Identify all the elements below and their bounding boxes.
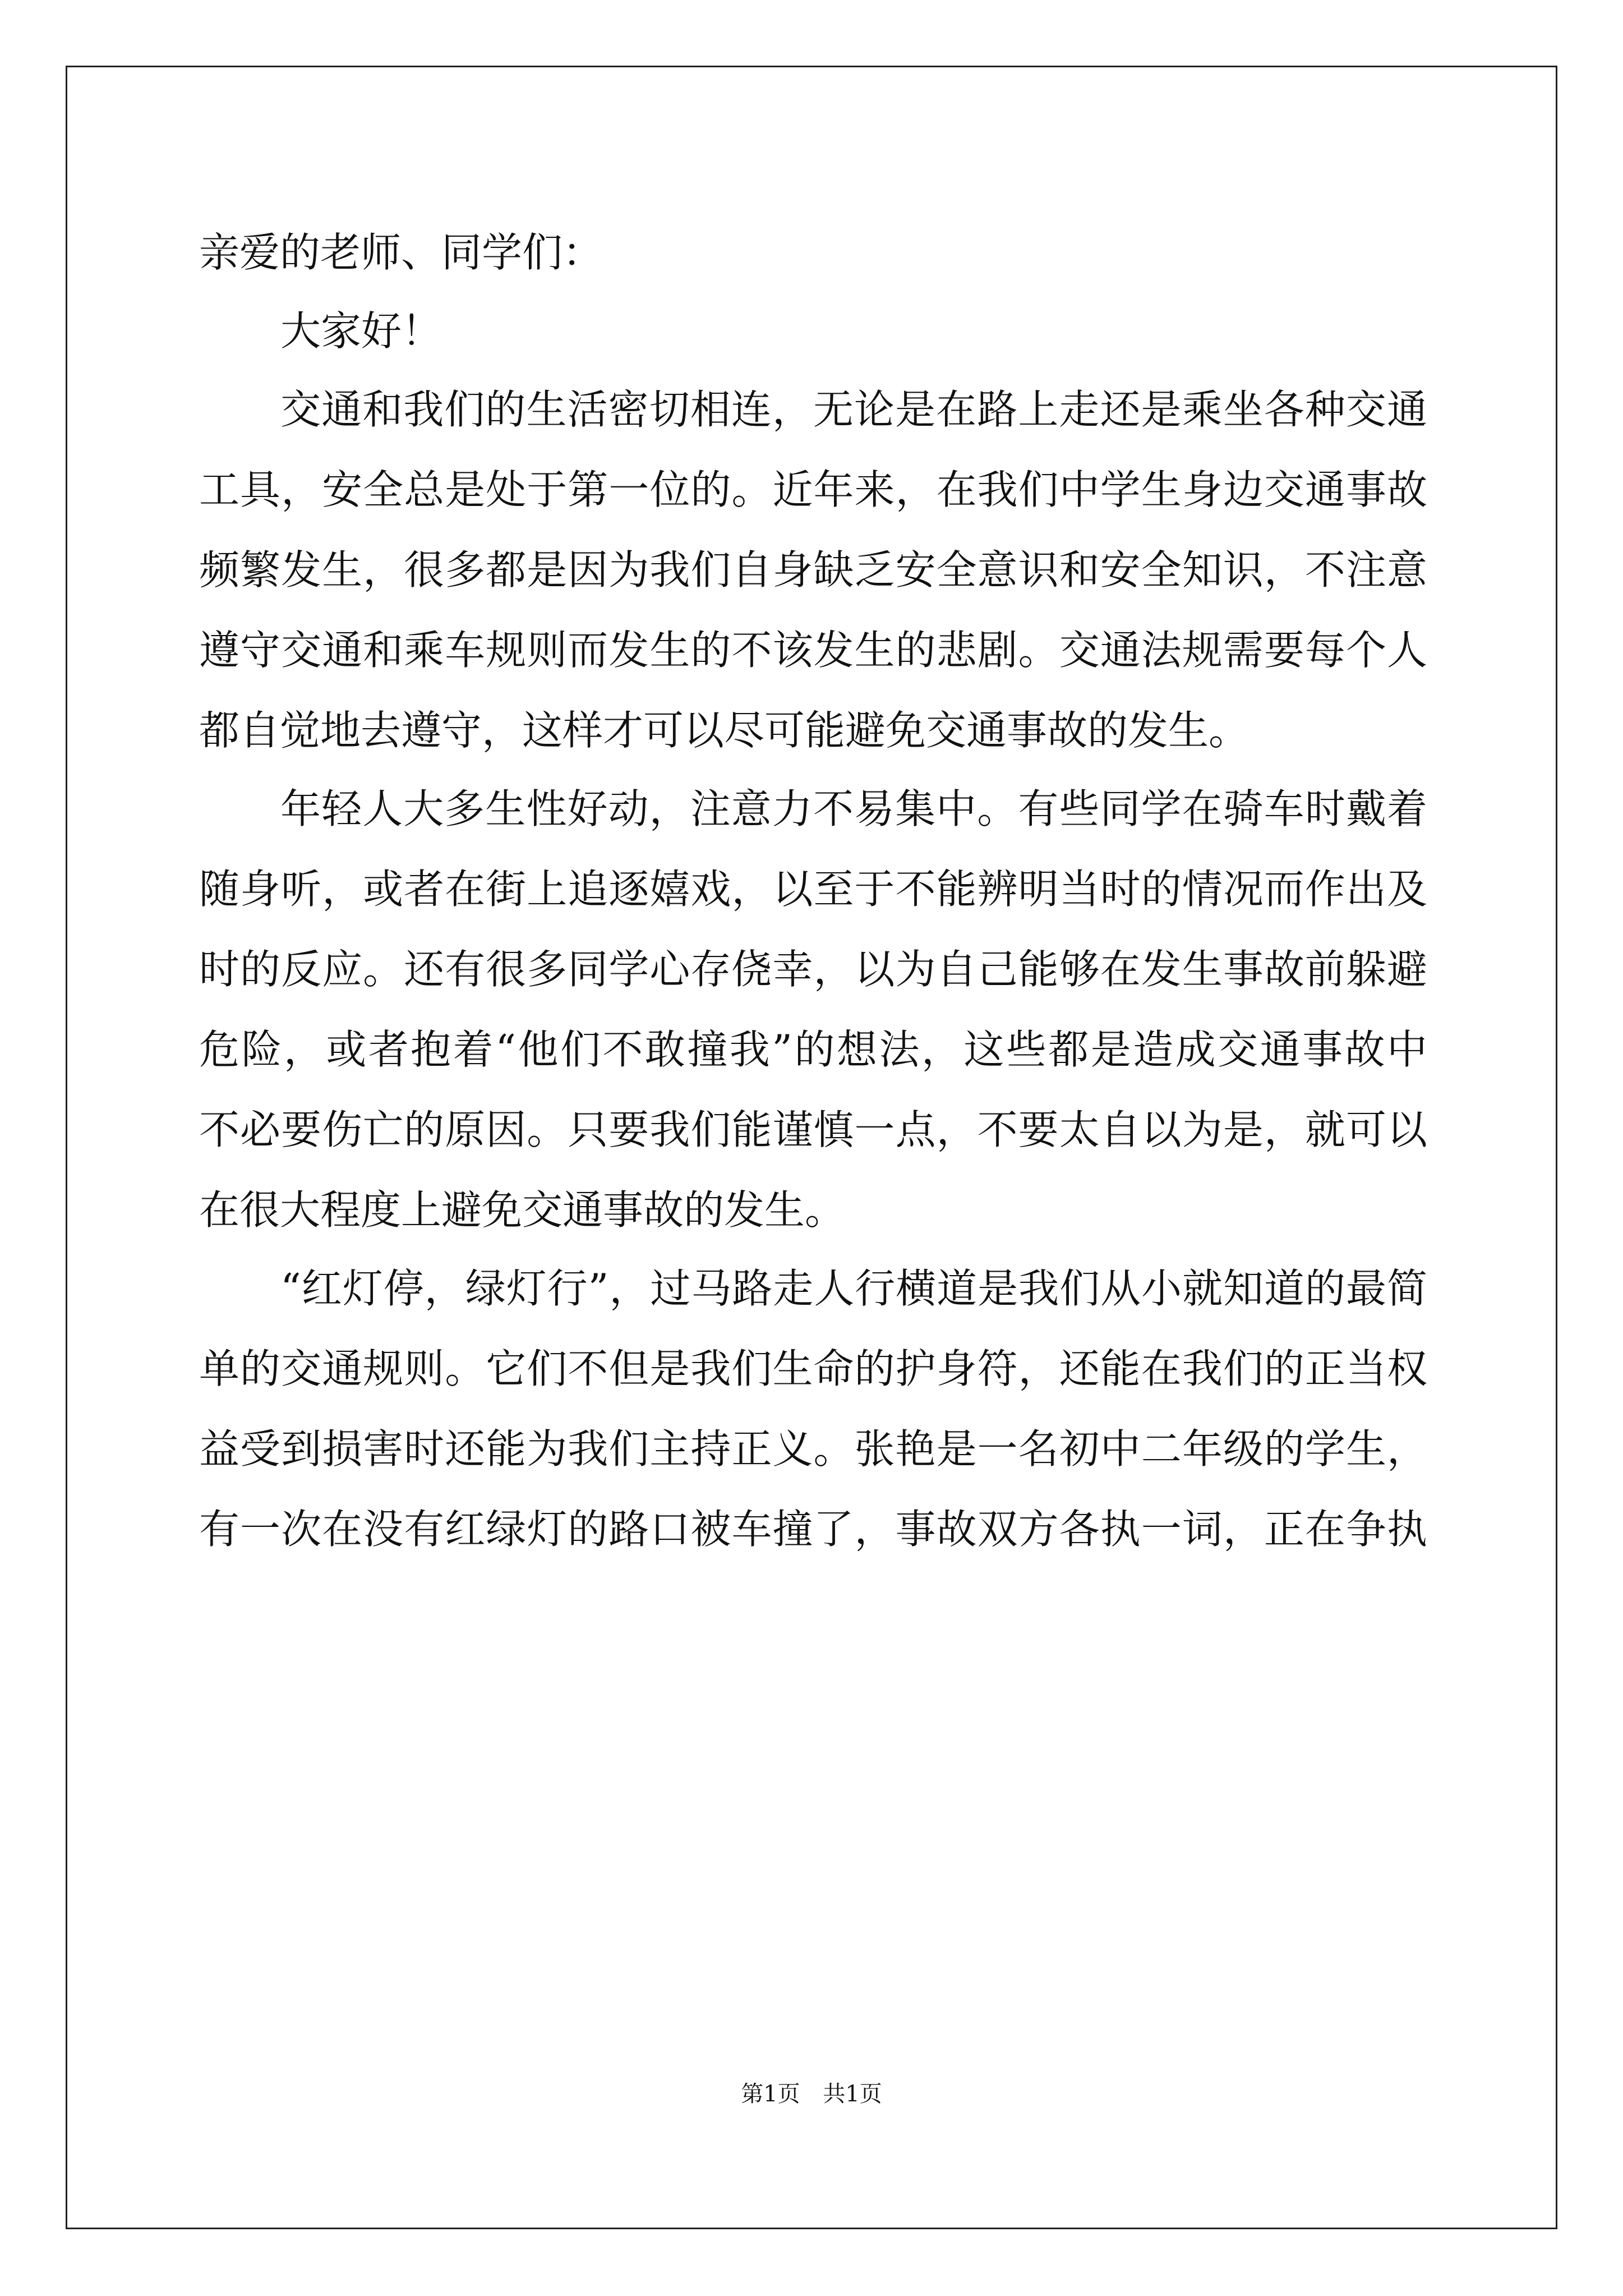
page-footer — [0, 2077, 1623, 2111]
paragraph-1-line: 遵守交通和乘车规则而发生的不该发生的悲剧。交通法规需要每个人 — [199, 627, 1427, 674]
paragraph-2-line: 不必要伤亡的原因。只要我们能谨慎一点，不要太自以为是，就可以 — [199, 1106, 1427, 1153]
paragraph-1-line: 工具，安全总是处于第一位的。近年来，在我们中学生身边交通事故 — [199, 466, 1427, 513]
paragraph-2-line: 时的反应。还有很多同学心存侥幸，以为自己能够在发生事故前躲避 — [199, 946, 1427, 993]
paragraph-2-line: 危险，或者抱着“他们不敢撞我”的想法，这些都是造成交通事故中 — [199, 1026, 1427, 1073]
paragraph-1-line: 交通和我们的生活密切相连，无论是在路上走还是乘坐各种交通 — [280, 386, 1427, 433]
paragraph-2-line: 随身听，或者在街上追逐嬉戏，以至于不能辨明当时的情况而作出及 — [199, 866, 1427, 913]
page-number-total: 共1页 — [823, 2081, 882, 2107]
paragraph-3-line: 单的交通规则。它们不但是我们生命的护身符，还能在我们的正当权 — [199, 1345, 1427, 1392]
salutation-line: 大家好！ — [280, 307, 442, 355]
paragraph-3-line: “红灯停，绿灯行”，过马路走人行横道是我们从小就知道的最简 — [280, 1265, 1427, 1312]
paragraph-1-line: 都自觉地去遵守，这样才可以尽可能避免交通事故的发生。 — [199, 707, 1249, 754]
greeting-line: 亲爱的老师、同学们： — [199, 229, 603, 276]
paragraph-3-line: 益受到损害时还能为我们主持正义。张艳是一名初中二年级的学生， — [199, 1425, 1427, 1473]
paragraph-2-line: 年轻人大多生性好动，注意力不易集中。有些同学在骑车时戴着 — [280, 785, 1427, 832]
paragraph-1-line: 频繁发生，很多都是因为我们自身缺乏安全意识和安全知识，不注意 — [199, 546, 1427, 593]
page-number-current: 第1页 — [741, 2081, 800, 2107]
paragraph-3-line: 有一次在没有红绿灯的路口被车撞了，事故双方各执一词，正在争执 — [199, 1506, 1427, 1553]
paragraph-2-line: 在很大程度上避免交通事故的发生。 — [199, 1186, 846, 1234]
